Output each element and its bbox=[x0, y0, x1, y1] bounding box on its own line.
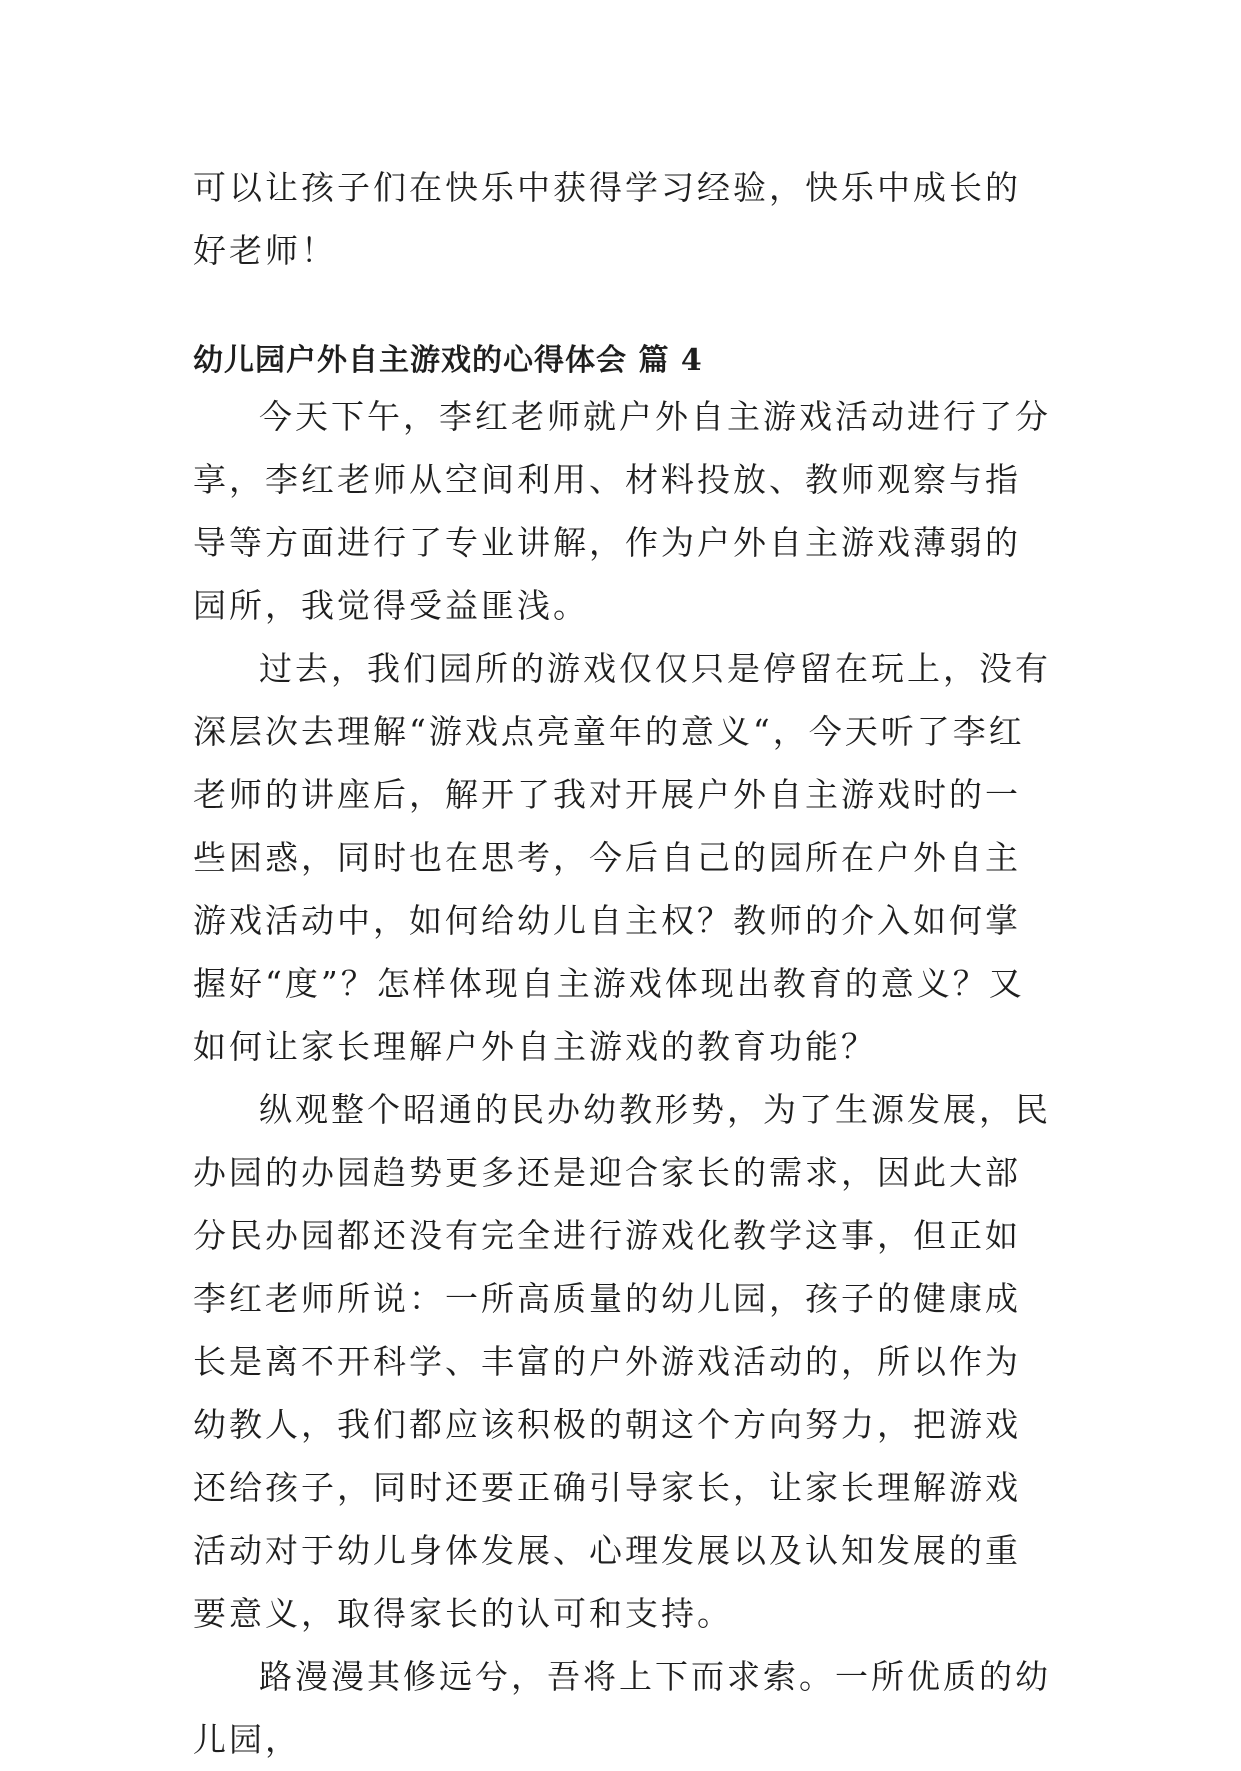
paragraph-1: 今天下午，李红老师就户外自主游戏活动进行了分享，李红老师从空间利用、材料投放、教师观察与指导等方面进行了专业讲解，作为户外自主游戏薄弱的园所，我觉得受益匪浅。 bbox=[193, 397, 1051, 625]
section-title: 幼儿园户外自主游戏的心得体会 篇 4 bbox=[193, 343, 703, 378]
continued-paragraph: 可以让孩子们在快乐中获得学习经验，快乐中成长的好老师！ bbox=[193, 168, 1021, 270]
paragraph-2: 过去，我们园所的游戏仅仅只是停留在玩上，没有深层次去理解“游戏点亮童年的意义“，今天听了李红老师的讲座后，解开了我对开展户外自主游戏时的一些困惑，同时也在思考，今后自己的园所在户外自主游戏活动中，如何给幼儿自主权？教师的介入如何掌握好“度”？怎样体现自主游戏体现出教育的意义？又如何让家长理解户外自主游戏的教育功能？ bbox=[193, 649, 1051, 1066]
article-body bbox=[193, 385, 1053, 1771]
paragraph-4: 路漫漫其修远兮，吾将上下而求索。一所优质的幼儿园， bbox=[193, 1657, 1051, 1759]
paragraph-3: 纵观整个昭通的民办幼教形势，为了生源发展，民办园的办园趋势更多还是迎合家长的需求，因此大部分民办园都还没有完全进行游戏化教学这事，但正如李红老师所说：一所高质量的幼儿园，孩子的健康成长是离不开科学、丰富的户外游戏活动的，所以作为幼教人，我们都应该积极的朝这个方向努力，把游戏还给孩子，同时还要正确引导家长，让家长理解游戏活动对于幼儿身体发展、心理发展以及认知发展的重要意义，取得家长的认可和支持。 bbox=[193, 1090, 1051, 1633]
